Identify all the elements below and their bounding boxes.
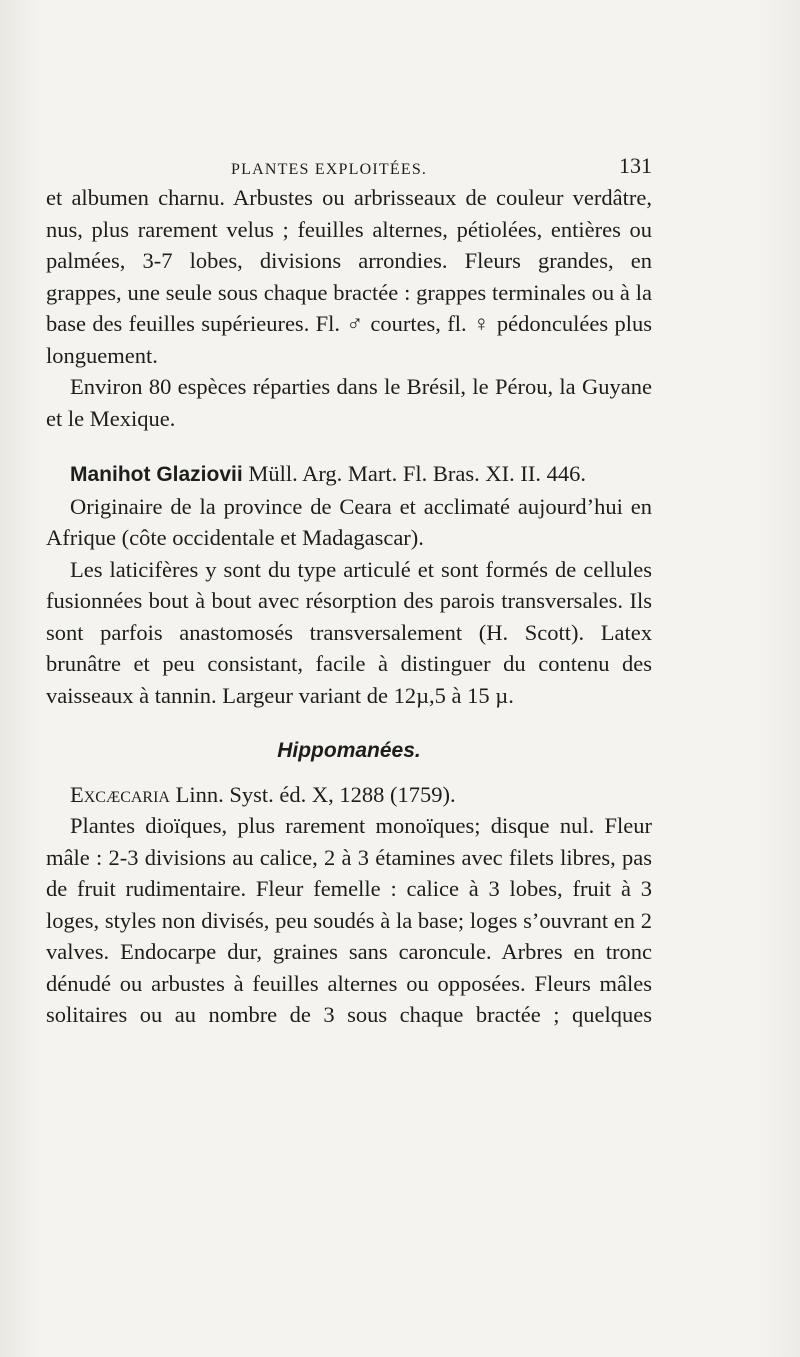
paragraph-genus-description: Plantes dioïques, plus rarement monoïques; disque nul. Fleur mâle : 2-3 divisions au calice, 2 à 3 étamines avec filets libres, pas de fruit rudimentaire. Fleur femelle : calice à 3 lobes, fruit à 3 loges, styles non divisés, peu soudés à la base; loges s’ouvrant en 2 valves. Endocarpe dur, graines sans caroncule. Arbres en tronc dénudé ou arbustes à feuilles alternes ou opposées. Fleurs mâles solitaires ou au nombre de 3 sous chaque bractée ; quelques: [46, 813, 652, 1027]
paragraph-distribution: Environ 80 espèces réparties dans le Brésil, le Pérou, la Guyane et le Mexique.: [46, 374, 652, 431]
genus-name: Excæcaria: [70, 781, 170, 807]
paragraph-origin: Originaire de la province de Ceara et acclimaté aujourd’hui en Afrique (côte occidentale et Madagascar).: [46, 493, 652, 550]
spacer: [46, 434, 652, 458]
page-number: 131: [619, 153, 652, 178]
genus-entry: [46, 779, 652, 811]
running-title: PLANTES EXPLOITÉES.: [231, 161, 428, 178]
section-heading: Hippomanées.: [277, 739, 421, 762]
species-entry: [46, 458, 652, 491]
species-name: Manihot Glaziovii: [70, 463, 243, 486]
paragraph-description: et albumen charnu. Arbustes ou arbrisseaux de couleur verdâtre, nus, plus rarement velus ; feuilles alternes, pétiolées, entières ou palmées, 3-7 lobes, divisions arrondies. Fleurs grandes, en grappes, une seule sous chaque bractée : grappes terminales ou à la base des feuilles supérieures. Fl. ♂ courtes, fl. ♀ pédonculées plus longuement.: [46, 185, 652, 368]
genus-citation: Linn. Syst. éd. X, 1288 (1759).: [169, 781, 456, 807]
page-content: [46, 150, 652, 1031]
paragraph-laticiferes: Les laticifères y sont du type articulé et sont formés de cellules fusionnées bout à bout avec résorption des parois transversales. Ils sont parfois anastomosés transversalement (H. Scott). Latex brunâtre et peu consistant, facile à distinguer du contenu des vaisseaux à tannin. Largeur variant de 12µ,5 à 15 µ.: [46, 556, 652, 708]
species-citation: Müll. Arg. Mart. Fl. Bras. XI. II. 446.: [242, 461, 587, 486]
page-header: [46, 150, 652, 180]
